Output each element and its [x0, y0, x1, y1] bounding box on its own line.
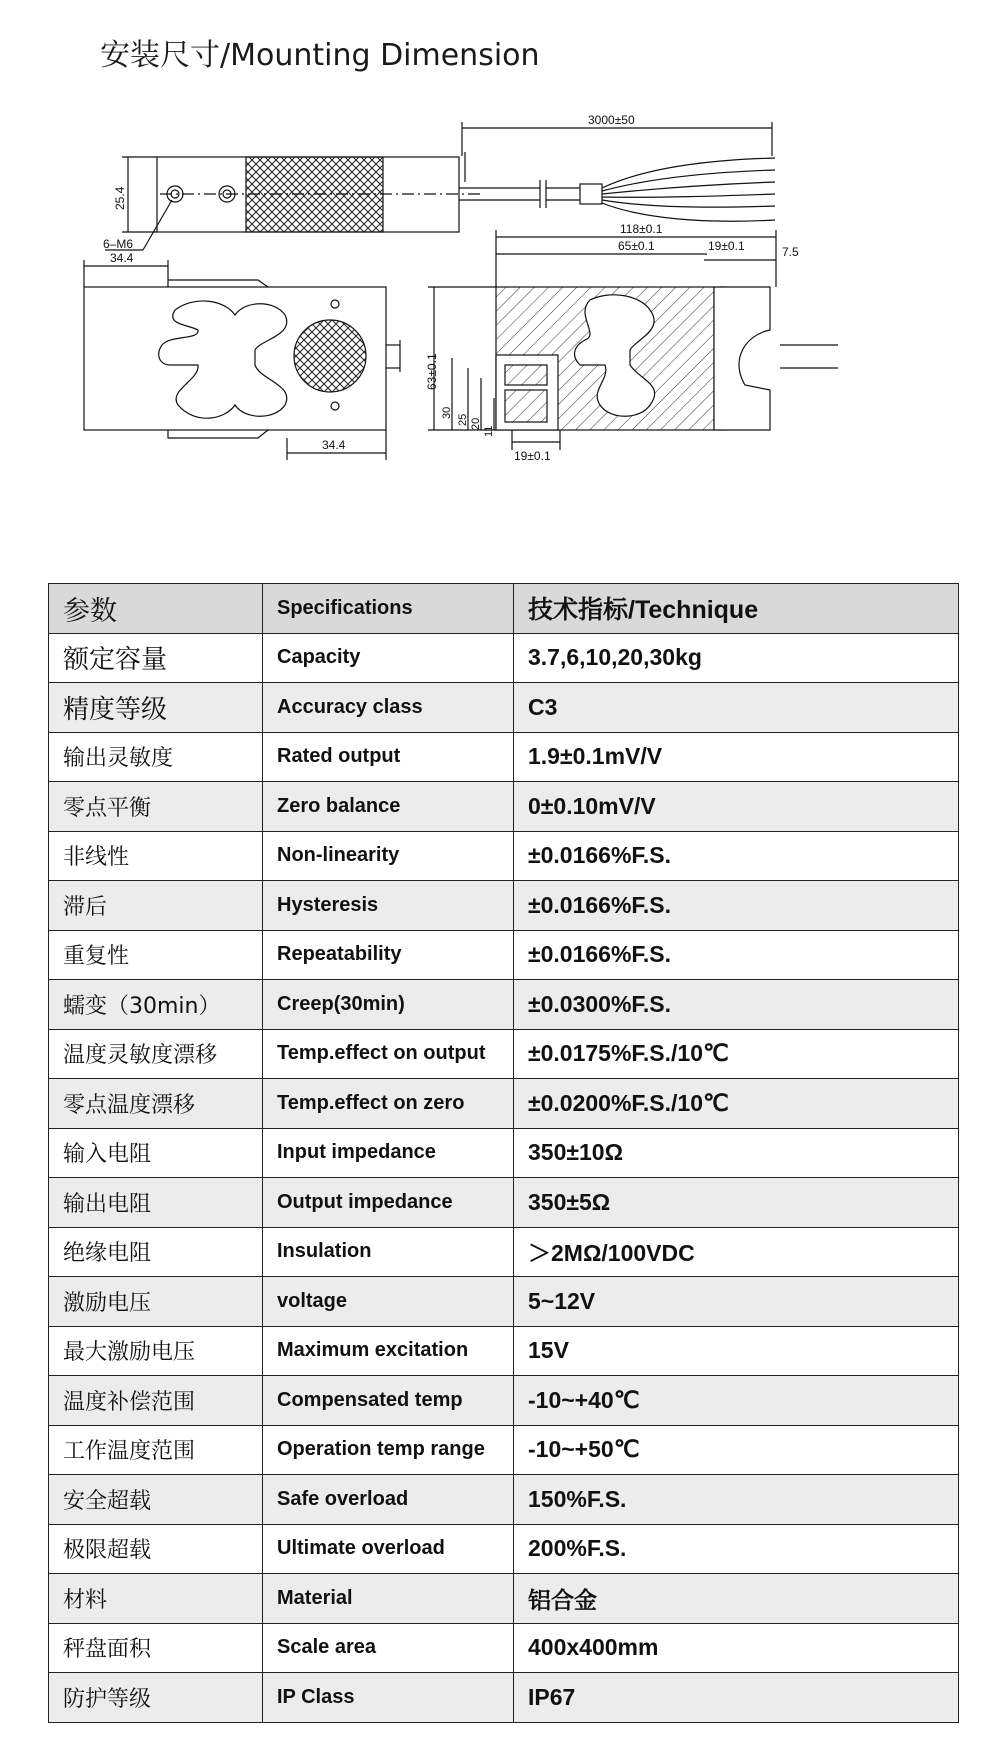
dim-len-b: 19±0.1 — [708, 239, 745, 253]
dim-h3: 20 — [470, 417, 482, 430]
cell-val: ±0.0175%F.S./10℃ — [514, 1029, 959, 1079]
cell-val: ±0.0166%F.S. — [514, 881, 959, 931]
cell-cn: 额定容量 — [49, 633, 263, 683]
cell-en: Creep(30min) — [263, 980, 514, 1030]
cell-cn: 重复性 — [49, 930, 263, 980]
header-val: 技术指标/Technique — [514, 584, 959, 634]
cell-en: Output impedance — [263, 1178, 514, 1228]
cell-en: Material — [263, 1574, 514, 1624]
page-title: 安装尺寸/Mounting Dimension — [100, 38, 540, 73]
spec-table — [48, 583, 959, 1723]
cell-val: 铝合金 — [514, 1574, 959, 1624]
cell-cn: 输入电阻 — [49, 1128, 263, 1178]
cell-en: Accuracy class — [263, 683, 514, 733]
cell-cn: 零点温度漂移 — [49, 1079, 263, 1129]
dim-len-a: 65±0.1 — [618, 239, 655, 253]
dim-w-bottom: 34.4 — [322, 438, 346, 452]
cell-en: Ultimate overload — [263, 1524, 514, 1574]
table-row — [49, 1178, 959, 1228]
cell-val: 150%F.S. — [514, 1475, 959, 1525]
table-row — [49, 1376, 959, 1426]
dim-w-hole: 19±0.1 — [514, 449, 551, 463]
cell-en: Temp.effect on output — [263, 1029, 514, 1079]
table-row — [49, 782, 959, 832]
cell-val: 0±0.10mV/V — [514, 782, 959, 832]
table-row — [49, 1524, 959, 1574]
table-header-row — [49, 584, 959, 634]
dim-h4: 11 — [483, 425, 495, 437]
dim-cable-length: 3000±50 — [588, 113, 635, 127]
cell-cn: 安全超载 — [49, 1475, 263, 1525]
dim-len-total: 118±0.1 — [620, 222, 663, 236]
cell-en: Maximum excitation — [263, 1326, 514, 1376]
table-row — [49, 1227, 959, 1277]
cell-val: 1.9±0.1mV/V — [514, 732, 959, 782]
cell-en: IP Class — [263, 1673, 514, 1723]
header-cn: 参数 — [49, 584, 263, 634]
table-row — [49, 1475, 959, 1525]
cell-en: Capacity — [263, 633, 514, 683]
table-row — [49, 881, 959, 931]
table-row — [49, 1079, 959, 1129]
cell-en: Temp.effect on zero — [263, 1079, 514, 1129]
table-row — [49, 1277, 959, 1327]
cell-cn: 防护等级 — [49, 1673, 263, 1723]
cell-val: 15V — [514, 1326, 959, 1376]
dim-thread: 6–M6 — [103, 237, 134, 251]
cell-val: 350±5Ω — [514, 1178, 959, 1228]
cell-cn: 激励电压 — [49, 1277, 263, 1327]
top-view — [105, 122, 775, 250]
cell-cn: 输出灵敏度 — [49, 732, 263, 782]
cell-val: ±0.0166%F.S. — [514, 930, 959, 980]
cell-cn: 精度等级 — [49, 683, 263, 733]
side-view — [428, 230, 838, 450]
cell-en: Operation temp range — [263, 1425, 514, 1475]
cell-en: voltage — [263, 1277, 514, 1327]
table-row — [49, 732, 959, 782]
table-row — [49, 683, 959, 733]
cell-cn: 温度灵敏度漂移 — [49, 1029, 263, 1079]
cell-cn: 滞后 — [49, 881, 263, 931]
cell-cn: 蠕变（30min） — [49, 980, 263, 1030]
table-row — [49, 1425, 959, 1475]
table-row — [49, 980, 959, 1030]
dim-h-total: 63±0.1 — [425, 353, 439, 390]
table-row — [49, 1029, 959, 1079]
table-row — [49, 831, 959, 881]
cell-en: Rated output — [263, 732, 514, 782]
cell-cn: 绝缘电阻 — [49, 1227, 263, 1277]
table-row — [49, 1326, 959, 1376]
table-row — [49, 1128, 959, 1178]
cell-val: 400x400mm — [514, 1623, 959, 1673]
cell-val: -10~+40℃ — [514, 1376, 959, 1426]
cell-val: ±0.0200%F.S./10℃ — [514, 1079, 959, 1129]
mounting-drawing — [0, 100, 1000, 540]
table-row — [49, 1574, 959, 1624]
cell-en: Non-linearity — [263, 831, 514, 881]
header-en: Specifications — [263, 584, 514, 634]
cell-cn: 非线性 — [49, 831, 263, 881]
front-view — [84, 260, 400, 460]
cell-val: ±0.0300%F.S. — [514, 980, 959, 1030]
cell-cn: 秤盘面积 — [49, 1623, 263, 1673]
dim-height: 25.4 — [113, 186, 127, 210]
dim-h2: 25 — [457, 413, 469, 426]
cell-cn: 输出电阻 — [49, 1178, 263, 1228]
table-row — [49, 930, 959, 980]
cell-cn: 极限超载 — [49, 1524, 263, 1574]
cell-val: 5~12V — [514, 1277, 959, 1327]
cell-en: Hysteresis — [263, 881, 514, 931]
cell-en: Repeatability — [263, 930, 514, 980]
cell-cn: 最大激励电压 — [49, 1326, 263, 1376]
dim-len-c: 7.5 — [782, 245, 799, 259]
dim-w-top: 34.4 — [110, 251, 134, 265]
cell-en: Scale area — [263, 1623, 514, 1673]
table-row — [49, 1673, 959, 1723]
cell-cn: 工作温度范围 — [49, 1425, 263, 1475]
cell-val: ＞2MΩ/100VDC — [514, 1227, 959, 1277]
cell-cn: 零点平衡 — [49, 782, 263, 832]
cell-cn: 材料 — [49, 1574, 263, 1624]
cell-val: 200%F.S. — [514, 1524, 959, 1574]
cell-val: IP67 — [514, 1673, 959, 1723]
cell-en: Compensated temp — [263, 1376, 514, 1426]
cell-val: 350±10Ω — [514, 1128, 959, 1178]
cell-cn: 温度补偿范围 — [49, 1376, 263, 1426]
cell-val: ±0.0166%F.S. — [514, 831, 959, 881]
cell-en: Insulation — [263, 1227, 514, 1277]
table-row — [49, 1623, 959, 1673]
cell-en: Input impedance — [263, 1128, 514, 1178]
cell-val: -10~+50℃ — [514, 1425, 959, 1475]
cell-val: 3.7,6,10,20,30kg — [514, 633, 959, 683]
cell-en: Safe overload — [263, 1475, 514, 1525]
cell-en: Zero balance — [263, 782, 514, 832]
dim-h1: 30 — [441, 406, 453, 419]
table-row — [49, 633, 959, 683]
cell-val: C3 — [514, 683, 959, 733]
